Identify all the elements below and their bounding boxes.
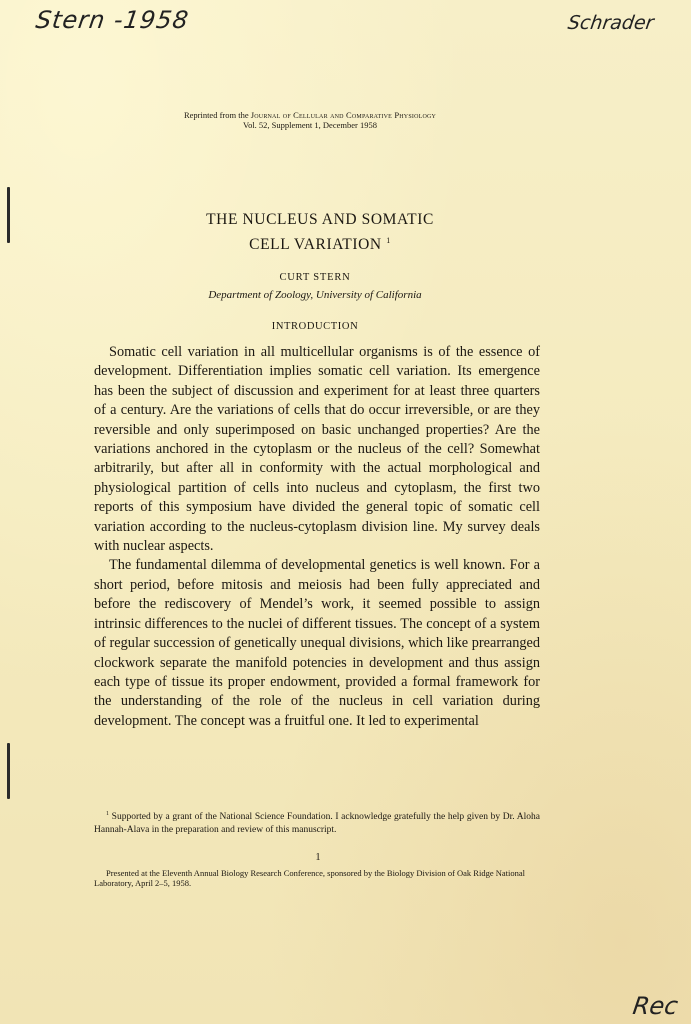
reprint-prefix: Reprinted from the xyxy=(183,110,249,120)
author-name: CURT STERN xyxy=(279,272,351,283)
presented-note: Presented at the Eleventh Annual Biology Research Conference, sponsored by the Biology Division of Oak Ridge National Laboratory, April 2–5, 1958. xyxy=(94,868,526,888)
title-footnote-mark: 1 xyxy=(386,236,391,245)
handwritten-note-name: Schrader xyxy=(566,12,656,34)
handwritten-note-author-year: Stern -1958 xyxy=(34,6,191,34)
paragraph-2: The fundamental dilemma of developmental genetics is well known. For a short period, before mitosis and meiosis had been fully appreciated and before the rediscovery of Mendel’s work, it seemed possible to assign intrinsic differences to the nuclei of different tissues. The concept of a system of regular succession of genetically unequal divisions, which like prearranged clockwork separate the manifold potencies in development and thus assign each type of tissue its proper endowment, provided a formal framework for the understanding of the role of the nucleus in cell variation during development. The concept was a fruitful one. It led to experimental xyxy=(94,557,540,729)
journal-name: Journal of Cellular and Comparative Physiology xyxy=(250,110,437,120)
margin-mark-bottom xyxy=(7,743,10,799)
title-line-1: THE NUCLEUS AND SOMATIC xyxy=(206,211,434,228)
footnote-text: Supported by a grant of the National Science Foundation. I acknowledge gratefully the help given by Dr. Aloha Hannah-Alava in the preparation and review of this manuscript. xyxy=(94,812,541,836)
reprint-notice xyxy=(60,110,560,130)
handwritten-note-rec: Rec xyxy=(631,992,680,1020)
title-line-2-text: CELL VARIATION xyxy=(249,236,382,253)
author-affiliation: Department of Zoology, University of California xyxy=(208,289,422,301)
title-line-2 xyxy=(110,230,530,255)
reprint-line-1 xyxy=(60,110,560,120)
paragraph-1: Somatic cell variation in all multicellular organisms is of the essence of development. Differentiation implies somatic cell variation. Its emergence has been the subject of discussion and experiment for at least three quarters of a century. Are the variations of cells that do occur irreversible, or are they reversible and only superimposed on basic unchanged properties? Are the variations anchored in the cytoplasm or the nucleus of the cell? Somewhat arbitrarily, but after all in conformity with the actual morphological and physiological partition of cells into nucleus and cytoplasm, the first two reports of this symposium have divided the general topic of somatic cell variation according to the nucleus-cytoplasm division line. My survey deals with nuclear aspects. xyxy=(94,344,540,555)
footnote-mark: 1 xyxy=(106,811,109,817)
section-heading: INTRODUCTION xyxy=(271,321,359,332)
article-body xyxy=(94,343,540,731)
footnote xyxy=(94,808,540,837)
margin-mark-top xyxy=(7,187,10,243)
article-title xyxy=(110,209,530,255)
reprint-line-2: Vol. 52, Supplement 1, December 1958 xyxy=(243,120,377,130)
page-number: 1 xyxy=(315,852,321,863)
